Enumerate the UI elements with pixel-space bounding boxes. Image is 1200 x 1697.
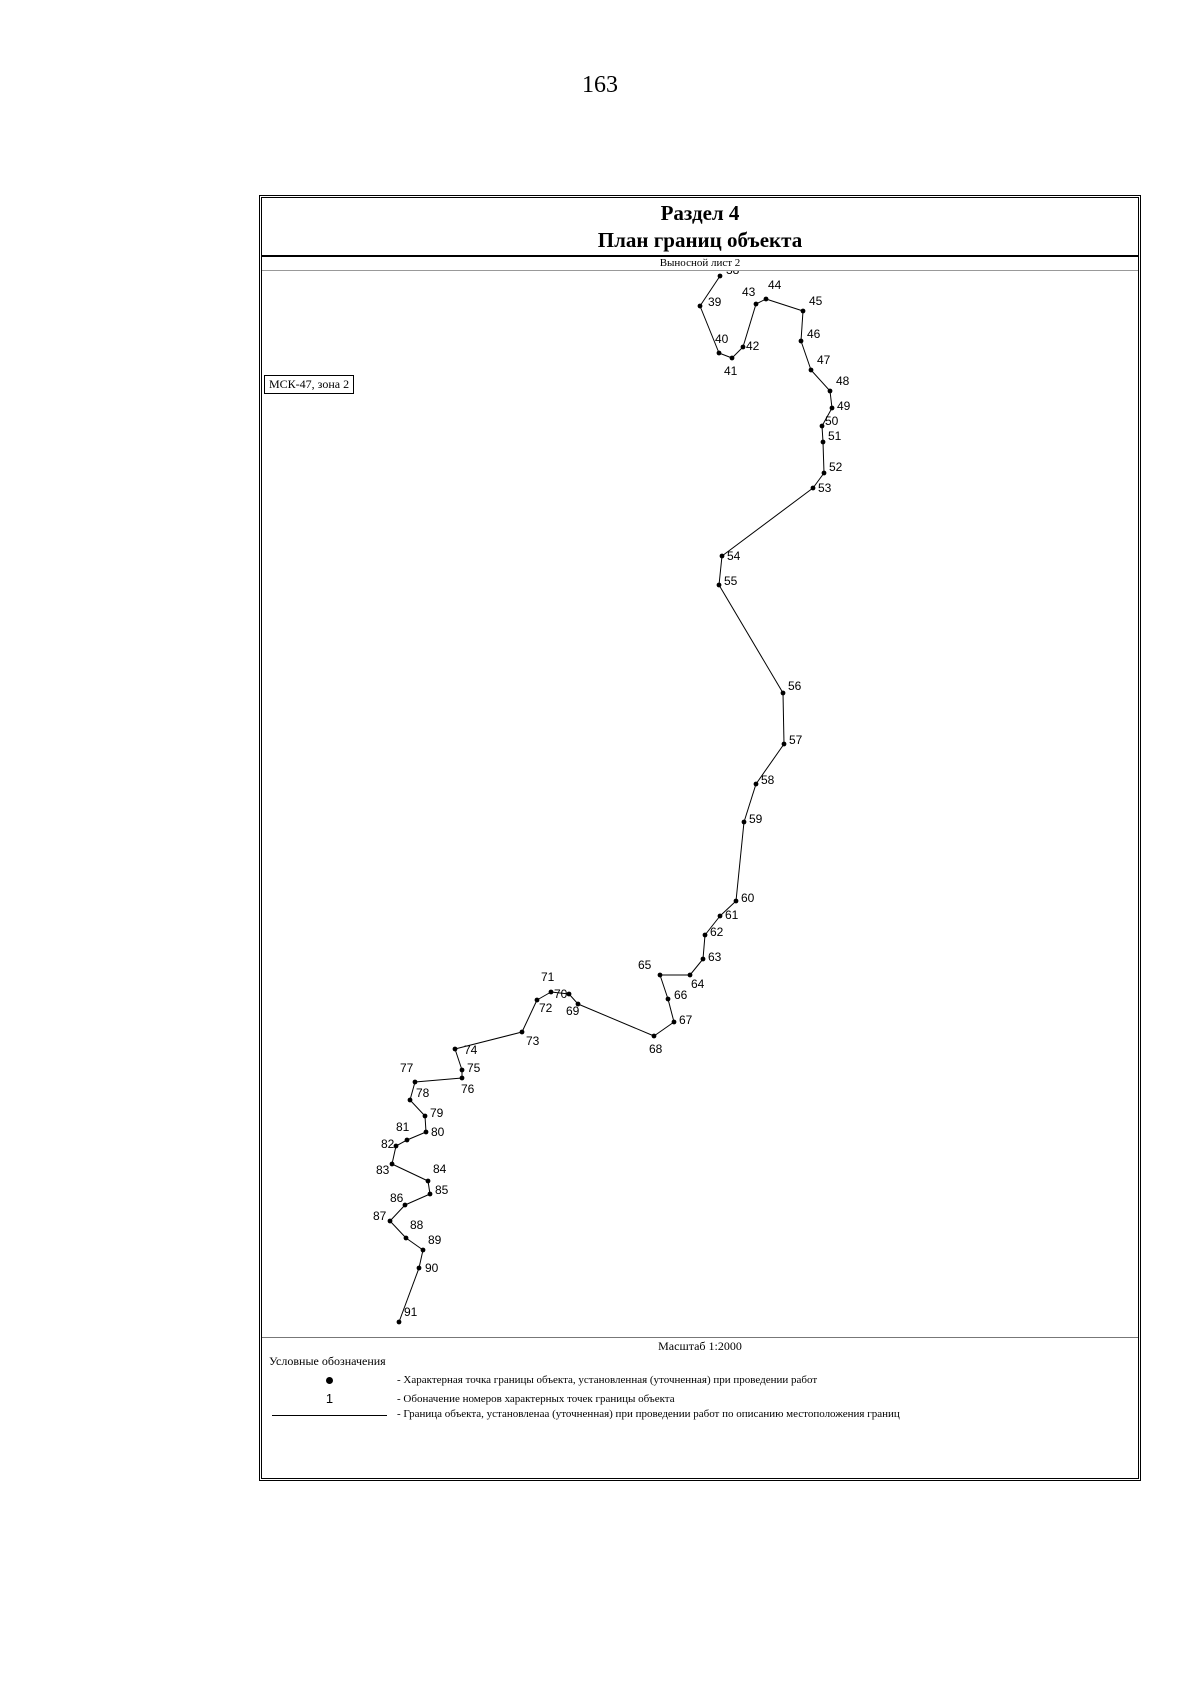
boundary-segment-80-81: [407, 1132, 426, 1140]
boundary-point-87: [388, 1219, 393, 1224]
boundary-segment-71-72: [537, 992, 551, 1000]
point-label-68: 68: [649, 1042, 663, 1056]
legend-row-point: [262, 1372, 1138, 1390]
boundary-segment-79-80: [425, 1116, 426, 1132]
point-label-66: 66: [674, 988, 688, 1002]
boundary-segment-51-52: [823, 442, 824, 473]
boundary-segment-87-88: [390, 1221, 406, 1238]
point-label-88: 88: [410, 1218, 424, 1232]
line-icon: [272, 1415, 387, 1416]
point-label-86: 86: [390, 1191, 404, 1205]
boundary-point-38: [718, 274, 723, 279]
boundary-segment-68-69: [578, 1004, 654, 1036]
boundary-point-46: [799, 339, 804, 344]
boundary-point-41: [730, 356, 735, 361]
boundary-point-50: [820, 424, 825, 429]
point-label-71: 71: [541, 970, 555, 984]
point-label-49: 49: [837, 399, 851, 413]
boundary-point-91: [397, 1320, 402, 1325]
boundary-segment-55-56: [719, 585, 783, 693]
boundary-segment-50-51: [822, 426, 823, 442]
boundary-point-60: [734, 899, 739, 904]
boundary-line-group: [390, 276, 832, 1322]
boundary-point-57: [782, 742, 787, 747]
boundary-point-90: [417, 1266, 422, 1271]
boundary-point-42: [741, 345, 746, 350]
point-label-54: 54: [727, 549, 741, 563]
boundary-point-58: [754, 782, 759, 787]
point-label-70: 70: [554, 987, 568, 1001]
plan-frame: [259, 195, 1141, 1481]
point-label-87: 87: [373, 1209, 387, 1223]
boundary-point-47: [809, 368, 814, 373]
boundary-segment-88-89: [406, 1238, 423, 1250]
legend-number-sample: 1: [325, 1391, 334, 1406]
map-area: [262, 271, 1138, 1337]
boundary-point-78: [408, 1098, 413, 1103]
boundary-point-48: [828, 389, 833, 394]
point-label-82: 82: [381, 1137, 395, 1151]
points-group: [388, 274, 835, 1325]
boundary-point-80: [424, 1130, 429, 1135]
point-label-83: 83: [376, 1163, 390, 1177]
boundary-point-51: [821, 440, 826, 445]
boundary-segment-54-55: [719, 556, 722, 585]
boundary-segment-89-90: [419, 1250, 423, 1268]
boundary-segment-76-77: [415, 1078, 462, 1082]
point-label-51: 51: [828, 429, 842, 443]
boundary-point-62: [703, 933, 708, 938]
point-label-41: 41: [724, 364, 738, 378]
boundary-segment-46-47: [801, 341, 811, 370]
point-label-45: 45: [809, 294, 823, 308]
point-label-56: 56: [788, 679, 802, 693]
point-label-46: 46: [807, 327, 821, 341]
point-label-58: 58: [761, 773, 775, 787]
point-label-57: 57: [789, 733, 803, 747]
boundary-segment-48-49: [830, 391, 832, 408]
boundary-segment-67-68: [654, 1022, 674, 1036]
point-label-78: 78: [416, 1086, 430, 1100]
boundary-point-43: [754, 302, 759, 307]
boundary-point-55: [717, 583, 722, 588]
point-label-89: 89: [428, 1233, 442, 1247]
point-label-39: 39: [708, 295, 722, 309]
boundary-segment-85-86: [405, 1194, 430, 1205]
boundary-point-83: [390, 1162, 395, 1167]
legend-symbol-number: [272, 1391, 387, 1406]
point-label-53: 53: [818, 481, 832, 495]
point-label-76: 76: [461, 1082, 475, 1096]
legend-symbol-line: [272, 1406, 387, 1419]
point-label-90: 90: [425, 1261, 439, 1275]
point-label-80: 80: [431, 1125, 445, 1139]
boundary-point-40: [717, 351, 722, 356]
boundary-point-68: [652, 1034, 657, 1039]
crs-label: МСК-47, зона 2: [264, 375, 354, 394]
legend-text-line: - Граница объекта, установленаа (уточненная) при проведении работ по описанию местоположения границ: [397, 1408, 900, 1420]
legend-row-line: [262, 1406, 1138, 1424]
page-number: 163: [582, 72, 618, 98]
boundary-segment-86-87: [390, 1205, 405, 1221]
boundary-point-44: [764, 297, 769, 302]
boundary-segment-66-67: [668, 999, 674, 1022]
point-label-84: 84: [433, 1162, 447, 1176]
legend-symbol-point: [272, 1372, 387, 1387]
point-label-62: 62: [710, 925, 724, 939]
boundary-point-39: [698, 304, 703, 309]
boundary-point-81: [405, 1138, 410, 1143]
point-label-85: 85: [435, 1183, 449, 1197]
point-label-48: 48: [836, 374, 850, 388]
boundary-point-49: [830, 406, 835, 411]
scale-label: Масштаб 1:2000: [262, 1337, 1138, 1353]
point-label-65: 65: [638, 958, 652, 972]
boundary-point-76: [460, 1076, 465, 1081]
boundary-point-85: [428, 1192, 433, 1197]
point-label-42: 42: [746, 339, 760, 353]
boundary-segment-77-78: [410, 1082, 415, 1100]
boundary-point-63: [701, 957, 706, 962]
boundary-point-88: [404, 1236, 409, 1241]
boundary-segment-47-48: [811, 370, 830, 391]
boundary-point-71: [549, 990, 554, 995]
legend-text-number: - Обоначение номеров характерных точек границы объекта: [397, 1393, 675, 1405]
point-label-81: 81: [396, 1120, 410, 1134]
boundary-point-77: [413, 1080, 418, 1085]
point-label-64: 64: [691, 977, 705, 991]
point-label-67: 67: [679, 1013, 693, 1027]
boundary-segment-56-57: [783, 693, 784, 744]
point-label-60: 60: [741, 891, 755, 905]
point-label-38: [726, 271, 740, 277]
point-label-73: 73: [526, 1034, 540, 1048]
point-label-79: 79: [430, 1106, 444, 1120]
dot-icon: [326, 1377, 333, 1384]
legend-title: Условные обозначения: [269, 1354, 386, 1368]
boundary-segment-65-66: [660, 975, 668, 999]
point-label-55: 55: [724, 574, 738, 588]
boundary-point-67: [672, 1020, 677, 1025]
labels-group: [373, 271, 851, 1319]
point-label-59: 59: [749, 812, 763, 826]
boundary-segment-72-73: [522, 1000, 537, 1032]
boundary-segment-78-79: [410, 1100, 425, 1116]
boundary-segment-63-64: [690, 959, 703, 975]
boundary-point-65: [658, 973, 663, 978]
boundary-segment-83-84: [392, 1164, 428, 1181]
boundary-point-79: [423, 1114, 428, 1119]
boundary-point-52: [822, 471, 827, 476]
boundary-segment-59-60: [736, 822, 744, 901]
boundary-point-56: [781, 691, 786, 696]
point-label-47: 47: [817, 353, 831, 367]
boundary-segment-45-46: [801, 311, 803, 341]
boundary-point-59: [742, 820, 747, 825]
boundary-segment-53-54: [722, 488, 813, 556]
boundary-point-45: [801, 309, 806, 314]
section-title: Раздел 4: [660, 201, 740, 225]
boundary-point-75: [460, 1068, 465, 1073]
boundary-point-61: [718, 914, 723, 919]
point-label-50: 50: [825, 414, 839, 428]
boundary-point-89: [421, 1248, 426, 1253]
boundary-point-54: [720, 554, 725, 559]
point-label-69: 69: [566, 1004, 580, 1018]
point-label-52: 52: [829, 460, 843, 474]
point-label-44: 44: [768, 278, 782, 292]
point-label-61: 61: [725, 908, 739, 922]
boundary-point-66: [666, 997, 671, 1002]
boundary-point-73: [520, 1030, 525, 1035]
legend-text-point: - Характерная точка границы объекта, установленная (уточненная) при проведении работ: [397, 1374, 818, 1386]
point-label-43: 43: [742, 285, 756, 299]
point-label-74: 74: [464, 1043, 478, 1057]
point-label-91: 91: [404, 1305, 418, 1319]
boundary-segment-74-75: [455, 1049, 462, 1070]
boundary-segment-62-63: [703, 935, 705, 959]
point-label-75: 75: [467, 1061, 481, 1075]
sheet-label: Выносной лист 2: [262, 257, 1138, 271]
point-label-72: 72: [539, 1001, 553, 1015]
point-label-40: 40: [715, 332, 729, 346]
boundary-point-84: [426, 1179, 431, 1184]
plan-title: План границ объекта: [597, 228, 803, 252]
boundary-map: [262, 271, 1138, 1337]
boundary-point-53: [811, 486, 816, 491]
boundary-segment-44-45: [766, 299, 803, 311]
point-label-77: 77: [400, 1061, 414, 1075]
boundary-point-74: [453, 1047, 458, 1052]
point-label-63: 63: [708, 950, 722, 964]
title-block: [262, 198, 1138, 257]
